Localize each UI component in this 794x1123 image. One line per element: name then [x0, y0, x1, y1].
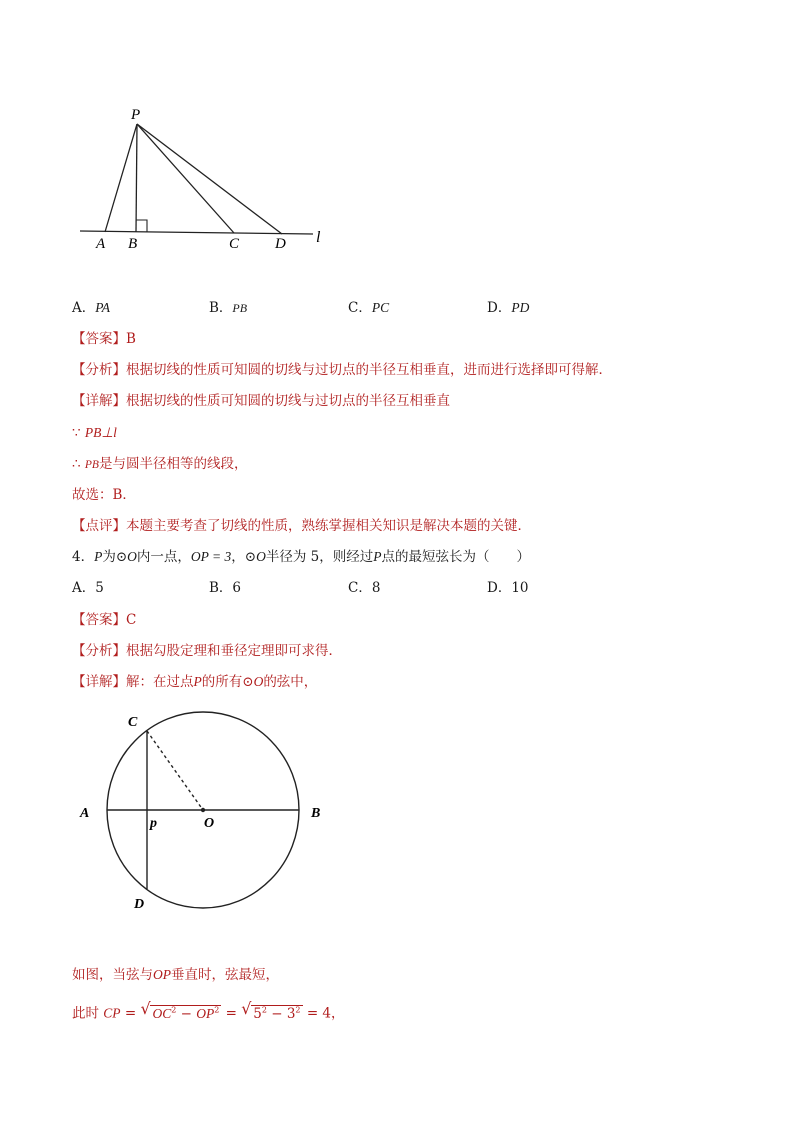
q3-comment: 【点评】本题主要考查了切线的性质，熟练掌握相关知识是解决本题的关键．: [72, 518, 531, 534]
q4-note: 如图，当弦与OP垂直时，弦最短，: [72, 967, 279, 983]
label-A: A: [80, 806, 90, 821]
q3-option-b: B．PB: [209, 300, 248, 316]
q4-analysis: 【分析】根据勾股定理和垂径定理即可求得．: [72, 643, 342, 659]
label-C: C: [128, 715, 138, 730]
label-P: P: [131, 107, 141, 123]
label-C: C: [229, 236, 240, 252]
q4-answer: 【答案】C: [72, 612, 137, 628]
q3-option-d: D．PD: [487, 300, 530, 316]
center-point-O: [201, 808, 205, 812]
right-angle-mark: [136, 220, 147, 232]
label-D: D: [134, 897, 145, 912]
q3-option-a: A．PA: [72, 300, 111, 316]
sqrt-5-3: √ $5^2 - 3^2$: [241, 999, 301, 1022]
q3-answer: 【答案】B: [72, 331, 136, 347]
segment-PD: [137, 124, 282, 234]
label-p: p: [150, 816, 157, 831]
label-l: l: [316, 229, 321, 246]
q4-option-a: A．5: [72, 580, 104, 596]
segment-PC: [137, 124, 234, 233]
q3-detail: 【详解】根据切线的性质可知圆的切线与过切点的半径互相垂直: [72, 393, 450, 409]
q4-stem: 4．P为⊙O内一点，OP = 3，⊙O半径为 5，则经过P点的最短弦长为（ ）: [72, 549, 530, 565]
sqrt-oc-op: √ $OC^2 - OP^2$: [140, 999, 220, 1022]
q3-because: ∵ PB⊥l: [72, 425, 117, 441]
q3-option-c: C．PC: [348, 300, 390, 316]
q4-calc: 此时 CP = √ $OC^2 - OP^2$ = √ $5^2 - 3^2 = 4$，: [72, 999, 345, 1022]
radius-OC-dashed: [147, 731, 203, 810]
q4-option-c: C．8: [348, 580, 381, 596]
label-D: D: [275, 236, 286, 252]
segment-PA: [105, 124, 137, 232]
q4-detail: 【详解】解：在过点P的所有⊙O的弦中，: [72, 674, 318, 690]
q4-option-b: B．6: [209, 580, 242, 596]
label-B: B: [128, 236, 138, 252]
segment-PB: [136, 124, 137, 232]
q3-therefore: ∴ PB是与圆半径相等的线段，: [72, 456, 248, 472]
label-A: A: [96, 236, 106, 252]
q4-option-d: D．10: [487, 580, 529, 596]
q3-choice: 故选：B．: [72, 487, 136, 503]
figure-tangent-lines: [70, 100, 340, 260]
label-B: B: [311, 806, 321, 821]
label-O: O: [204, 816, 215, 831]
q3-analysis: 【分析】根据切线的性质可知圆的切线与过切点的半径互相垂直，进而进行选择即可得解．: [72, 362, 612, 378]
figure-circle-chord: [70, 705, 340, 920]
